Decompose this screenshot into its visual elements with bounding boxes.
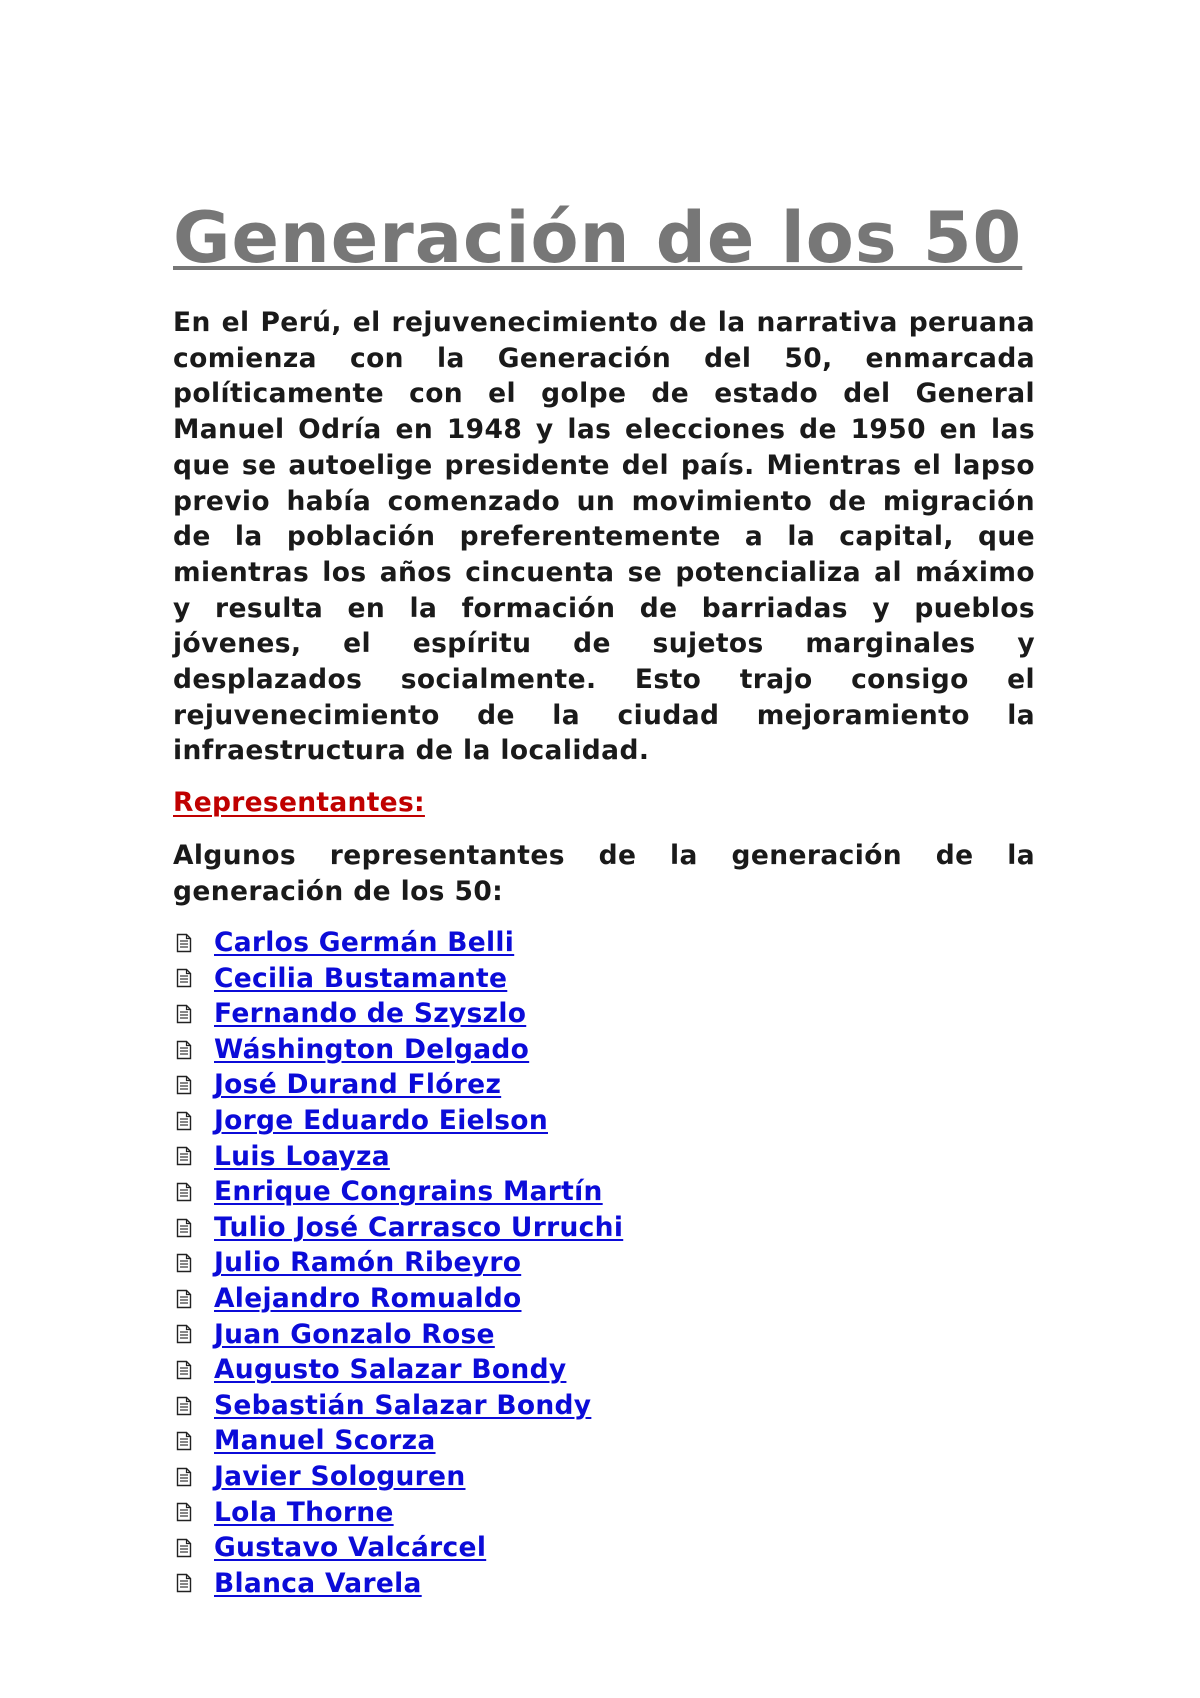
list-item (173, 1103, 623, 1139)
document-icon (175, 1289, 193, 1309)
document-icon (175, 1502, 193, 1522)
document-icon (175, 1111, 193, 1131)
list-item (173, 1139, 623, 1175)
representative-link[interactable]: José Durand Flórez (214, 1069, 502, 1101)
intro-paragraph: En el Perú, el rejuvenecimiento de la narrativa peruana comienza con la Generación del 50, enmarcada políticamente con el golpe de estado del General Manuel Odría en 1948 y las elecciones de 1950 en las que se autoelige presidente del país. Mientras el lapso previo había comenzado un movimiento de migración de la población preferentemente a la capital, que mientras los años cincuenta se potencializa al máximo y resulta en la formación de barriadas y pueblos jóvenes, el espíritu de sujetos marginales y desplazados socialmente. Esto trajo consigo el rejuvenecimiento de la ciudad mejoramiento la infraestructura de la localidad. (173, 307, 1035, 767)
list-item (173, 1566, 623, 1602)
representative-link[interactable]: Wáshington Delgado (214, 1033, 530, 1065)
representative-link[interactable]: Jorge Eduardo Eielson (214, 1104, 548, 1136)
document-icon (175, 1538, 193, 1558)
list-item (173, 1459, 623, 1495)
document-icon (175, 1324, 193, 1344)
list-item (173, 1423, 623, 1459)
representative-link[interactable]: Lola Thorne (214, 1496, 394, 1528)
list-item (173, 925, 623, 961)
representative-link[interactable]: Tulio José Carrasco Urruchi (214, 1211, 624, 1243)
document-icon (175, 1218, 193, 1238)
list-item (173, 1530, 623, 1566)
representative-link[interactable]: Juan Gonzalo Rose (214, 1318, 495, 1350)
representative-link[interactable]: Fernando de Szyszlo (214, 998, 527, 1030)
document-icon (175, 1040, 193, 1060)
representative-link[interactable]: Alejandro Romualdo (214, 1282, 522, 1314)
list-item (173, 1210, 623, 1246)
document-icon (175, 1146, 193, 1166)
document-icon (175, 1253, 193, 1273)
representative-link[interactable]: Cecilia Bustamante (214, 962, 508, 994)
list-item (173, 1174, 623, 1210)
document-icon (175, 1004, 193, 1024)
document-icon (175, 1396, 193, 1416)
document-icon (175, 1360, 193, 1380)
representative-link[interactable]: Enrique Congrains Martín (214, 1176, 603, 1208)
document-icon (175, 1573, 193, 1593)
list-item (173, 961, 623, 997)
representative-link[interactable]: Manuel Scorza (214, 1425, 436, 1457)
document-icon (175, 1431, 193, 1451)
representative-link[interactable]: Luis Loayza (214, 1140, 390, 1172)
representative-link[interactable]: Javier Sologuren (214, 1460, 466, 1492)
document-icon (175, 1467, 193, 1487)
page-title: Generación de los 50 (173, 197, 1023, 279)
document-icon (175, 933, 193, 953)
list-item (173, 996, 623, 1032)
list-item (173, 1388, 623, 1424)
list-item (173, 1495, 623, 1531)
document-icon (175, 1182, 193, 1202)
representative-link[interactable]: Blanca Varela (214, 1567, 422, 1599)
list-item (173, 1281, 623, 1317)
representatives-heading: Representantes: (173, 787, 425, 818)
list-item (173, 1067, 623, 1103)
representative-link[interactable]: Julio Ramón Ribeyro (214, 1247, 522, 1279)
document-icon (175, 968, 193, 988)
representatives-list (173, 925, 623, 1601)
list-item (173, 1317, 623, 1353)
document-icon (175, 1075, 193, 1095)
representatives-lead: Algunos representantes de la generación de la generación de los 50: (173, 840, 1035, 907)
representative-link[interactable]: Augusto Salazar Bondy (214, 1354, 567, 1386)
representative-link[interactable]: Gustavo Valcárcel (214, 1532, 487, 1564)
representative-link[interactable]: Carlos Germán Belli (214, 927, 515, 958)
list-item (173, 1032, 623, 1068)
representative-link[interactable]: Sebastián Salazar Bondy (214, 1389, 592, 1421)
list-item (173, 1245, 623, 1281)
list-item (173, 1352, 623, 1388)
